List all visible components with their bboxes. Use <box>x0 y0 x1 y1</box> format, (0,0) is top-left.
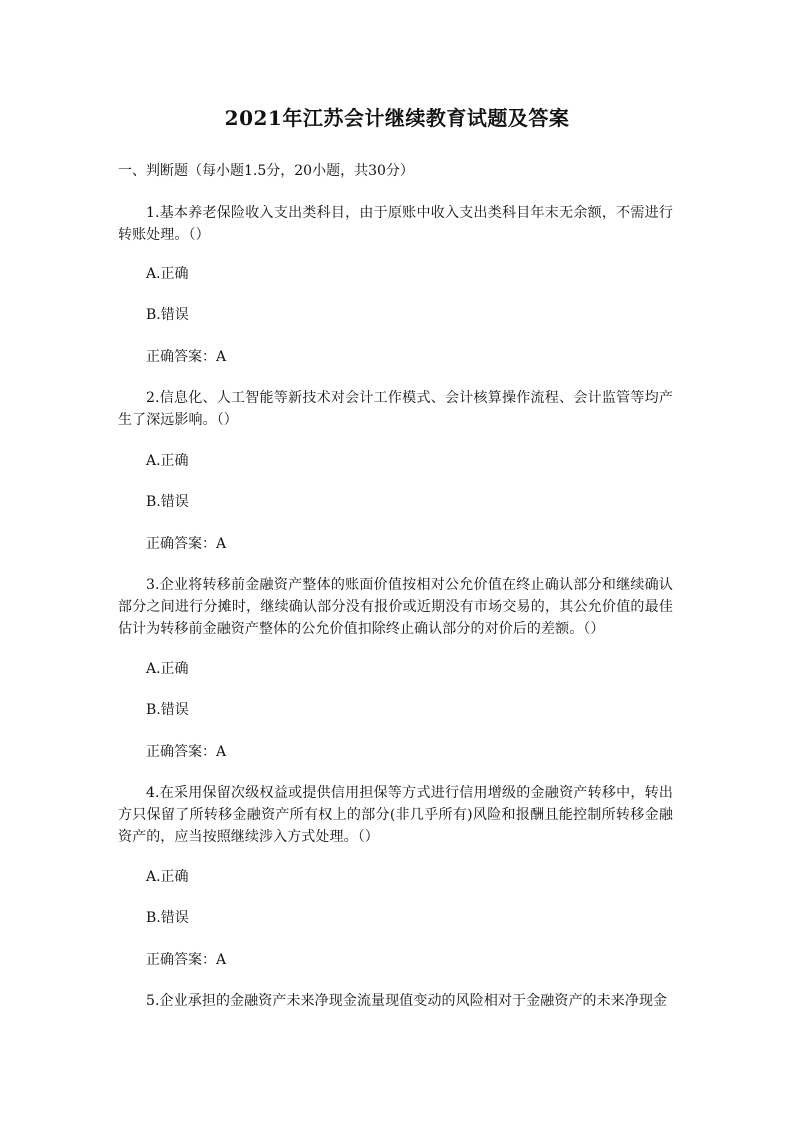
question-2-option-a: A.正确 <box>146 453 189 469</box>
question-3-stem: 3.企业将转移前金融资产整体的账面价值按相对公允价值在终止确认部分和继续确认部分之间进行分摊时，继续确认部分没有报价或近期没有市场交易的，其公允价值的最佳估计为转移前金融资产整体的公允价值扣除终止确认部分的对价后的差额。（） <box>118 577 673 637</box>
question-4-option-b: B.错误 <box>146 910 189 926</box>
question-2-stem: 2.信息化、人工智能等新技术对会计工作模式、会计核算操作流程、会计监管等均产生了深远影响。（） <box>118 390 673 428</box>
question-1-option-b: B.错误 <box>146 307 189 323</box>
question-1-stem: 1.基本养老保险收入支出类科目，由于原账中收入支出类科目年末无余额，不需进行转账处理。（） <box>118 205 673 243</box>
question-3-answer: 正确答案：A <box>146 744 227 760</box>
question-3-option-a: A.正确 <box>146 661 189 677</box>
section-heading: 一、判断题（每小题1.5分，20小题，共30分） <box>118 163 414 179</box>
question-2-answer: 正确答案：A <box>146 536 227 552</box>
document-title: 2021年江苏会计继续教育试题及答案 <box>224 106 570 130</box>
question-4-answer: 正确答案：A <box>146 952 227 968</box>
question-3-option-b: B.错误 <box>146 702 189 718</box>
question-5-stem: 5.企业承担的金融资产未来净现金流量现值变动的风险相对于金融资产的未来净现金 <box>146 993 668 1009</box>
question-1-option-a: A.正确 <box>146 266 189 282</box>
question-4-option-a: A.正确 <box>146 869 189 885</box>
question-4-stem: 4.在采用保留次级权益或提供信用担保等方式进行信用增级的金融资产转移中，转出方只保留了所转移金融资产所有权上的部分(非几乎所有)风险和报酬且能控制所转移金融资产的，应当按照继续涉入方式处理。（） <box>118 785 673 845</box>
question-2-option-b: B.错误 <box>146 494 189 510</box>
question-1-answer: 正确答案：A <box>146 349 227 365</box>
